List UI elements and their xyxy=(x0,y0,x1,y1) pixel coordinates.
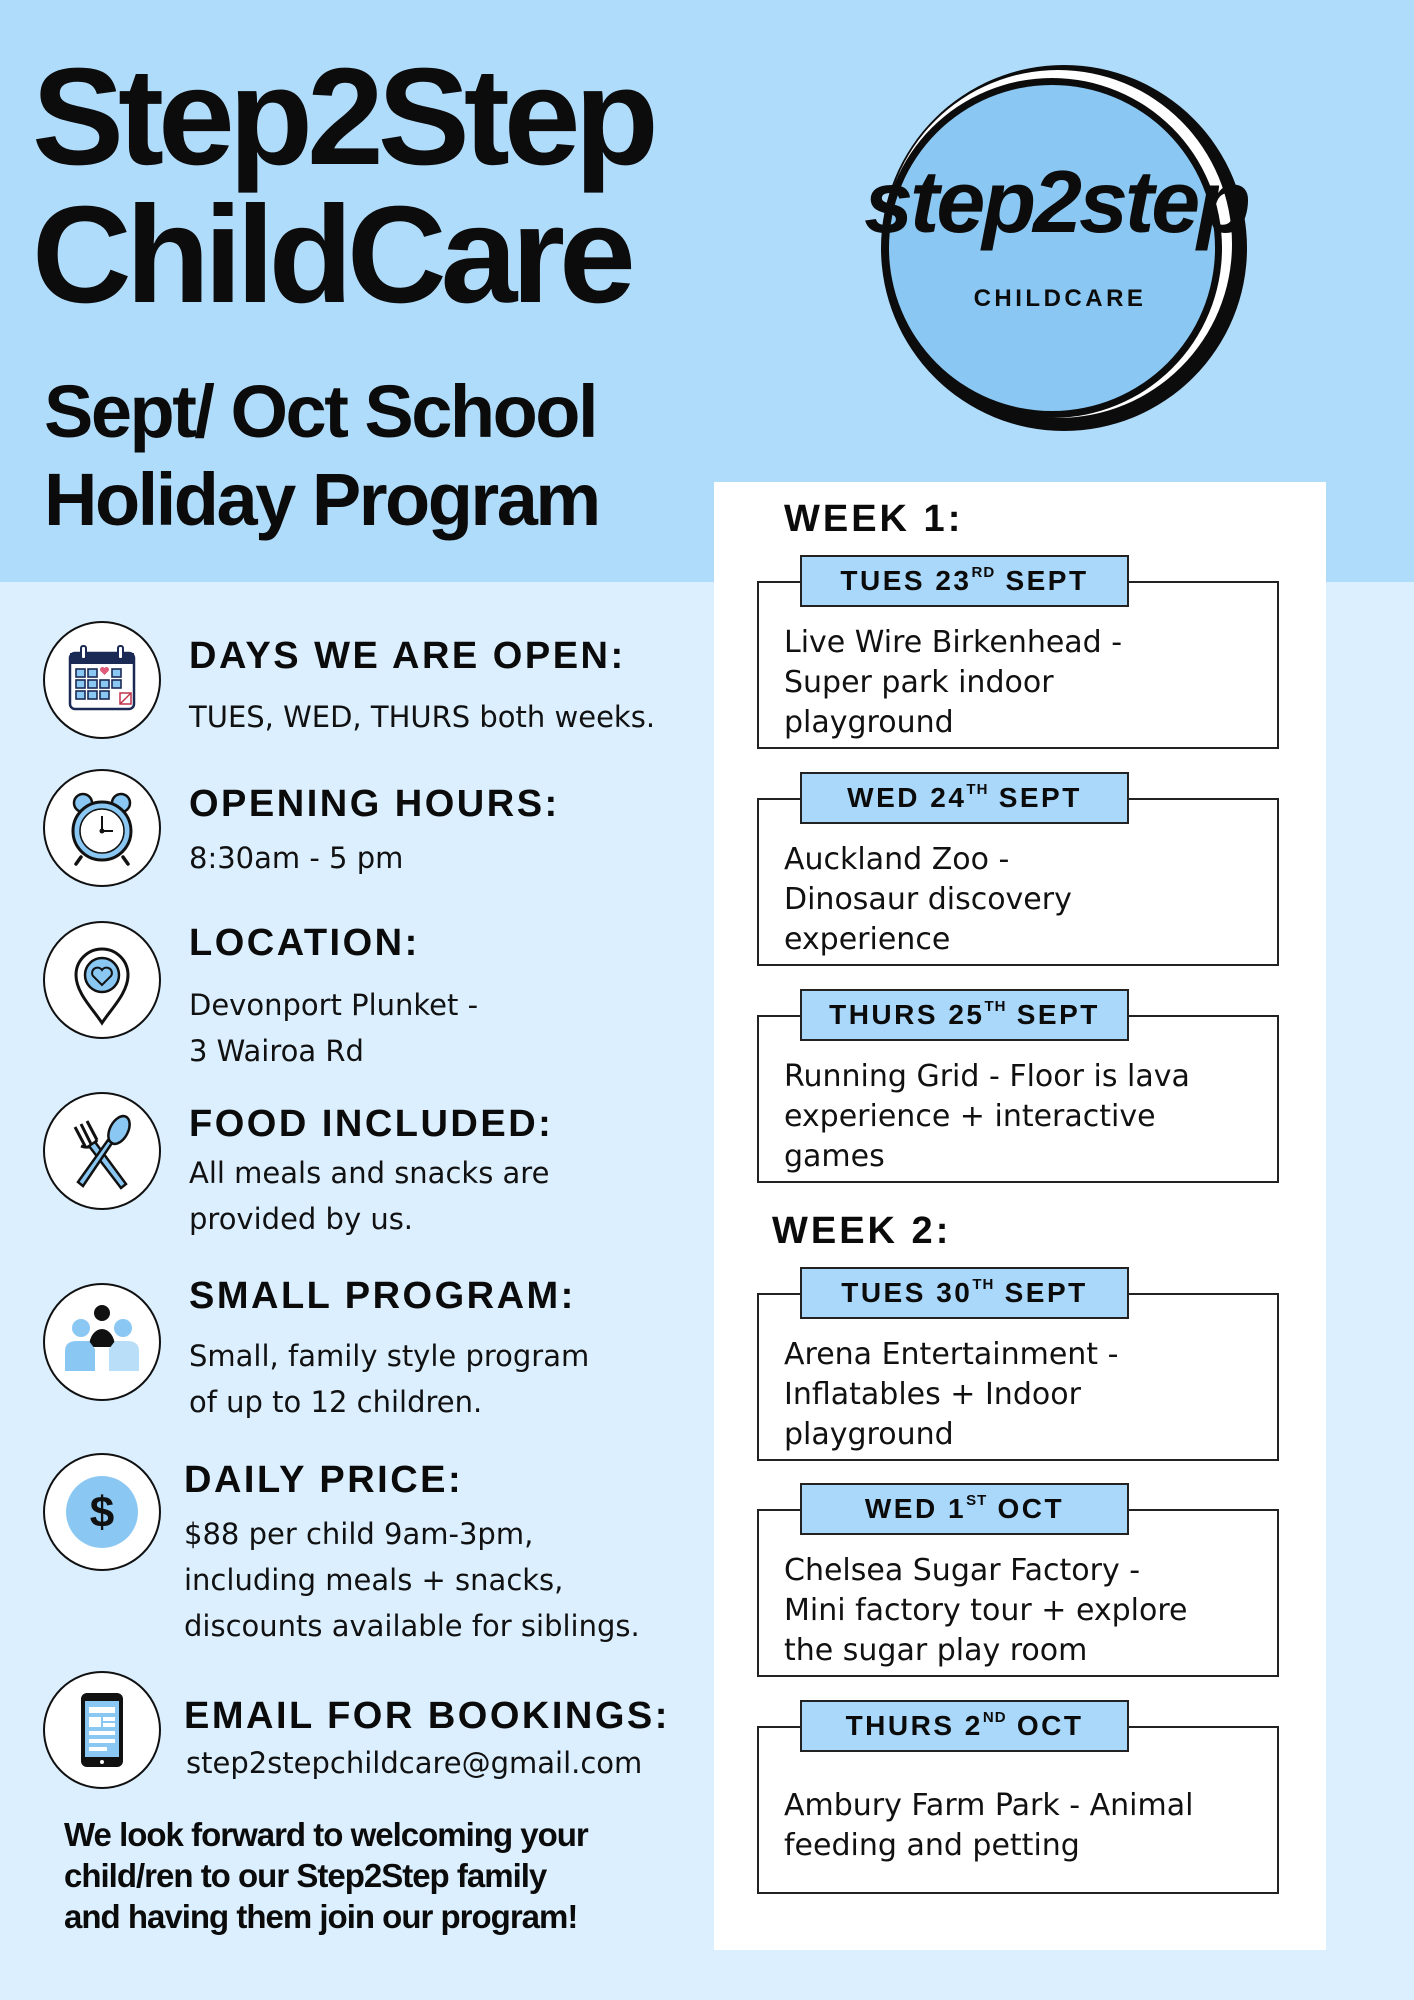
info-line: of up to 12 children. xyxy=(189,1385,483,1419)
info-line: Devonport Plunket - xyxy=(189,988,479,1022)
event-line: Mini factory tour + explore xyxy=(784,1593,1188,1628)
info-line: provided by us. xyxy=(189,1202,414,1236)
event-day-suffix: ND xyxy=(982,1709,1007,1726)
event-line: Inflatables + Indoor xyxy=(784,1377,1081,1412)
svg-text:$: $ xyxy=(89,1488,115,1537)
closing-message xyxy=(64,1814,588,1937)
event-day-suffix: TH xyxy=(984,998,1007,1015)
info-line: 8:30am - 5 pm xyxy=(189,841,404,875)
event-date-tag xyxy=(800,555,1129,607)
event-card xyxy=(757,781,1279,966)
info-line: 3 Wairoa Rd xyxy=(189,1034,364,1068)
event-line: Ambury Farm Park - Animal xyxy=(784,1788,1194,1823)
page-subtitle xyxy=(44,368,599,544)
event-month: SEPT xyxy=(1004,1277,1088,1308)
event-day: WED 24 xyxy=(847,782,967,813)
event-line: the sugar play room xyxy=(784,1633,1088,1668)
event-card xyxy=(757,1276,1279,1461)
event-card xyxy=(757,564,1279,749)
event-line: experience xyxy=(784,922,951,957)
event-month: SEPT xyxy=(998,782,1082,813)
event-line: Running Grid - Floor is lava xyxy=(784,1059,1190,1094)
event-description xyxy=(784,1551,1264,1671)
smartphone-icon xyxy=(43,1671,161,1789)
info-line: discounts available for siblings. xyxy=(184,1609,640,1643)
closing-line: child/ren to our Step2Step family xyxy=(64,1857,547,1894)
email-bookings-heading: EMAIL FOR BOOKINGS: xyxy=(184,1695,670,1737)
small-program-text xyxy=(189,1333,589,1425)
event-card xyxy=(757,1709,1279,1894)
daily-price-text xyxy=(184,1511,640,1649)
location-pin-icon xyxy=(43,921,161,1039)
family-group-icon xyxy=(43,1283,161,1401)
event-card xyxy=(757,1492,1279,1677)
event-description xyxy=(784,1786,1264,1866)
event-date-tag xyxy=(800,1700,1129,1752)
event-line: Auckland Zoo - xyxy=(784,842,1010,877)
logo-tagline: CHILDCARE xyxy=(973,285,1147,312)
event-description xyxy=(784,1057,1264,1177)
event-description xyxy=(784,1335,1264,1455)
event-month: SEPT xyxy=(1005,565,1089,596)
email-address-link[interactable]: step2stepchildcare@gmail.com xyxy=(186,1746,643,1780)
event-line: Super park indoor xyxy=(784,665,1054,700)
event-day: TUES 30 xyxy=(841,1277,973,1308)
closing-line: and having them join our program! xyxy=(64,1898,578,1935)
event-month: OCT xyxy=(1016,1710,1084,1741)
opening-hours-text xyxy=(189,835,403,881)
alarm-clock-icon xyxy=(43,769,161,887)
event-month: SEPT xyxy=(1016,999,1100,1030)
food-included-text xyxy=(189,1150,549,1242)
info-line: including meals + snacks, xyxy=(184,1563,564,1597)
subtitle-line: Sept/ Oct School xyxy=(44,370,597,453)
event-line: Live Wire Birkenhead - xyxy=(784,625,1123,660)
event-date-tag xyxy=(800,1483,1129,1535)
fork-spoon-icon xyxy=(43,1092,161,1210)
brand-logo xyxy=(862,48,1254,440)
info-line: TUES, WED, THURS both weeks. xyxy=(189,700,656,734)
event-day: TUES 23 xyxy=(840,565,972,596)
week-2-title: WEEK 2: xyxy=(772,1210,952,1252)
event-day-suffix: ST xyxy=(966,1492,988,1509)
daily-price-heading: DAILY PRICE: xyxy=(184,1459,464,1501)
event-description xyxy=(784,623,1264,743)
food-included-heading: FOOD INCLUDED: xyxy=(189,1103,554,1145)
event-line: Arena Entertainment - xyxy=(784,1337,1119,1372)
event-line: playground xyxy=(784,705,954,740)
event-line: Dinosaur discovery xyxy=(784,882,1072,917)
event-line: playground xyxy=(784,1417,954,1452)
days-open-text xyxy=(189,694,655,740)
event-card xyxy=(757,998,1279,1183)
week-1-title: WEEK 1: xyxy=(784,498,964,540)
event-day: THURS 25 xyxy=(829,999,985,1030)
booking-email[interactable] xyxy=(186,1740,642,1786)
closing-line: We look forward to welcoming your xyxy=(64,1816,588,1853)
subtitle-line: Holiday Program xyxy=(44,458,599,541)
page-title xyxy=(32,40,653,332)
title-line: ChildCare xyxy=(32,178,630,332)
event-line: experience + interactive xyxy=(784,1099,1156,1134)
dollar-icon xyxy=(43,1453,161,1571)
event-description xyxy=(784,840,1264,960)
event-day-suffix: TH xyxy=(972,1276,995,1293)
days-open-heading: DAYS WE ARE OPEN: xyxy=(189,635,626,677)
title-line: Step2Step xyxy=(32,40,653,194)
event-line: games xyxy=(784,1139,885,1174)
event-day-suffix: TH xyxy=(966,781,989,798)
event-month: OCT xyxy=(997,1493,1065,1524)
small-program-heading: SMALL PROGRAM: xyxy=(189,1275,576,1317)
location-text xyxy=(189,982,478,1074)
info-line: All meals and snacks are xyxy=(189,1156,550,1190)
event-date-tag xyxy=(800,1267,1129,1319)
logo-wordmark: step2step xyxy=(864,152,1248,251)
location-heading: LOCATION: xyxy=(189,922,420,964)
info-line: Small, family style program xyxy=(189,1339,590,1373)
event-line: feeding and petting xyxy=(784,1828,1080,1863)
info-line: $88 per child 9am-3pm, xyxy=(184,1517,534,1551)
event-date-tag xyxy=(800,989,1129,1041)
event-date-tag xyxy=(800,772,1129,824)
opening-hours-heading: OPENING HOURS: xyxy=(189,783,560,825)
calendar-icon xyxy=(43,621,161,739)
event-day: THURS 2 xyxy=(845,1710,983,1741)
event-line: Chelsea Sugar Factory - xyxy=(784,1553,1141,1588)
event-day-suffix: RD xyxy=(971,564,996,581)
event-day: WED 1 xyxy=(864,1493,967,1524)
